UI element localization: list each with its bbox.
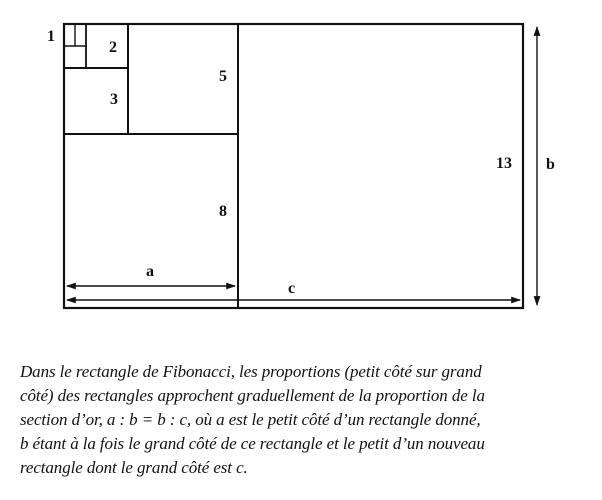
- label-b: b: [546, 156, 555, 173]
- figure-caption: [20, 360, 590, 480]
- label-2: 2: [109, 39, 117, 56]
- label-8: 8: [219, 203, 227, 220]
- caption-line: côté) des rectangles approchent graduellement de la proportion de la: [20, 386, 485, 405]
- label-5: 5: [219, 68, 227, 85]
- caption-line: section d’or, a : b = b : c, où a est le petit côté d’un rectangle donné,: [20, 410, 481, 429]
- outer-rectangle-13: [64, 24, 523, 308]
- caption-line: b étant à la fois le grand côté de ce rectangle et le petit d’un nouveau: [20, 434, 485, 453]
- label-1: 1: [47, 28, 55, 45]
- label-a: a: [146, 263, 154, 280]
- caption-line: rectangle dont le grand côté est c.: [20, 458, 248, 477]
- label-13: 13: [496, 155, 512, 172]
- caption-line: Dans le rectangle de Fibonacci, les proportions (petit côté sur grand: [20, 362, 482, 381]
- label-c: c: [288, 280, 296, 297]
- label-3: 3: [110, 91, 118, 108]
